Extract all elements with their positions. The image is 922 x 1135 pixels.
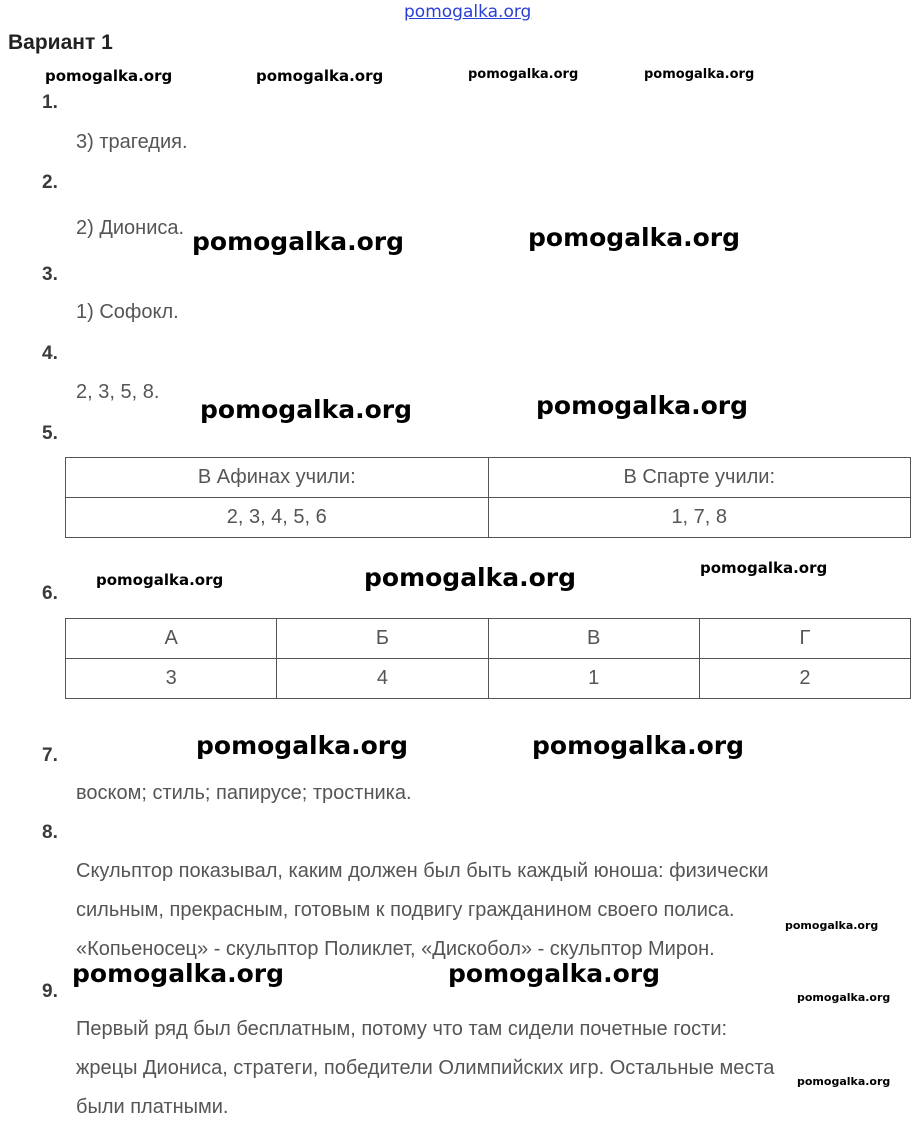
watermark: pomogalka.org [256,67,384,85]
watermark: pomogalka.org [45,67,173,85]
question-answer-paragraph [76,852,896,969]
watermark: pomogalka.org [364,563,577,592]
table-header-cell: В [488,619,699,659]
question-number: 5. [42,423,58,444]
table-cell: 1 [488,659,699,699]
site-link[interactable]: pomogalka.org [404,2,532,22]
watermark: pomogalka.org [785,919,879,932]
question-number: 6. [42,583,58,604]
question-answer: 1) Софокл. [76,301,179,323]
watermark: pomogalka.org [528,223,741,252]
table-header-cell: А [66,619,277,659]
table-cell: 2, 3, 4, 5, 6 [66,498,489,538]
question-number: 3. [42,264,58,285]
watermark: pomogalka.org [448,959,661,988]
paragraph-line: жрецы Диониса, стратеги, победители Олимпийских игр. Остальные места [76,1057,775,1079]
table-row [66,498,911,538]
question-answer-paragraph [76,1010,896,1127]
watermark: pomogalka.org [468,67,579,82]
question-answer: 2, 3, 5, 8. [76,381,160,403]
paragraph-line: были платными. [76,1096,229,1118]
variant-title: Вариант 1 [8,31,113,54]
question-number: 4. [42,343,58,364]
question-number: 9. [42,981,58,1002]
table-header-cell: Г [699,619,910,659]
table-header-cell: В Афинах учили: [66,458,489,498]
watermark: pomogalka.org [200,395,413,424]
paragraph-line: Первый ряд был бесплатным, потому что там сидели почетные гости: [76,1018,728,1040]
watermark: pomogalka.org [96,571,224,589]
question-number: 1. [42,92,58,113]
table-row [66,458,911,498]
table-header-cell: Б [277,619,488,659]
watermark: pomogalka.org [196,731,409,760]
watermark: pomogalka.org [644,67,755,82]
paragraph-line: сильным, прекрасным, готовым к подвигу гражданином своего полиса. [76,899,735,921]
table-cell: 2 [699,659,910,699]
athens-sparta-table [65,457,911,538]
question-answer: 3) трагедия. [76,131,188,153]
table-row [66,619,911,659]
question-number: 2. [42,172,58,193]
table-cell: 4 [277,659,488,699]
question-number: 7. [42,745,58,766]
table-cell: 3 [66,659,277,699]
paragraph-line: Скульптор показывал, каким должен был быть каждый юноша: физически [76,860,769,882]
matching-table [65,618,911,699]
watermark: pomogalka.org [192,227,405,256]
question-answer: воском; стиль; папирусе; тростника. [76,782,412,804]
table-header-cell: В Спарте учили: [488,458,911,498]
watermark: pomogalka.org [700,559,828,577]
watermark: pomogalka.org [536,391,749,420]
watermark: pomogalka.org [797,1075,891,1088]
watermark: pomogalka.org [532,731,745,760]
question-answer: 2) Диониса. [76,217,185,239]
watermark: pomogalka.org [72,959,285,988]
paragraph-line: «Копьеносец» - скульптор Поликлет, «Дискобол» - скульптор Мирон. [76,938,715,960]
question-number: 8. [42,822,58,843]
table-row [66,659,911,699]
table-cell: 1, 7, 8 [488,498,911,538]
watermark: pomogalka.org [797,991,891,1004]
